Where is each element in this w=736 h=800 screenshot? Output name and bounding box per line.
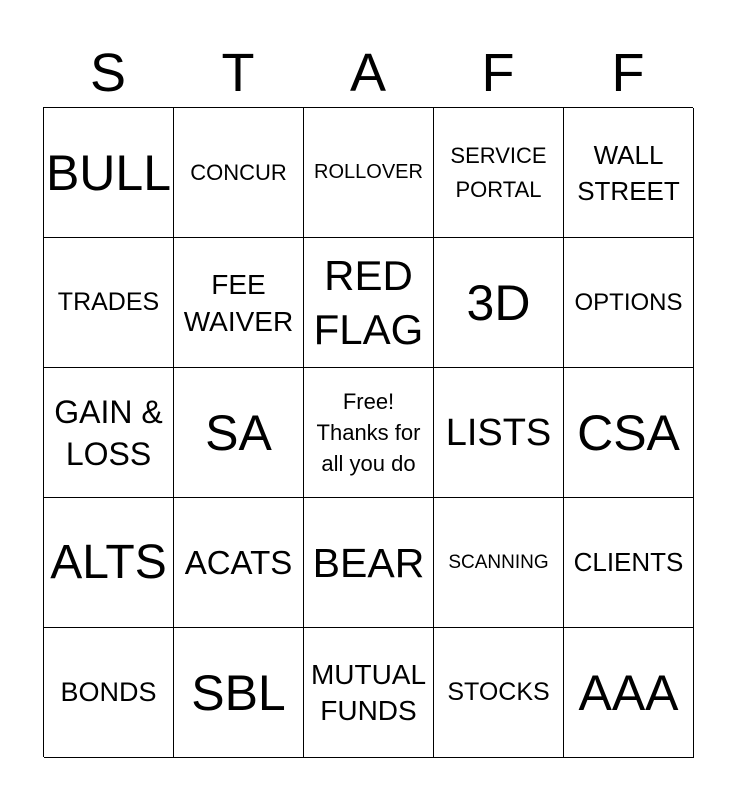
cell-label: GAIN & LOSS: [54, 393, 163, 472]
bingo-cell-clients[interactable]: [564, 498, 694, 628]
cell-label: LISTS: [445, 411, 552, 454]
bingo-cell-free[interactable]: [304, 368, 434, 498]
bingo-cell-sbl[interactable]: [174, 628, 304, 758]
header-letter-t: T: [221, 43, 255, 103]
bingo-cell-sa[interactable]: [174, 368, 304, 498]
cell-label: RED FLAG: [313, 251, 424, 353]
bingo-cell-acats[interactable]: [174, 498, 304, 628]
bingo-cell-options[interactable]: [564, 238, 694, 368]
cell-label: FEE WAIVER: [183, 268, 294, 337]
bingo-cell-csa[interactable]: [564, 368, 694, 498]
bingo-cell-lists[interactable]: [434, 368, 564, 498]
bingo-cell-3d[interactable]: [434, 238, 564, 368]
cell-label: MUTUAL FUNDS: [310, 658, 427, 726]
bingo-cell-aaa[interactable]: [564, 628, 694, 758]
cell-label: TRADES: [57, 288, 160, 316]
bingo-cell-service-portal[interactable]: [434, 108, 564, 238]
bingo-board: [43, 107, 693, 757]
cell-label: SERVICE PORTAL: [450, 142, 547, 202]
cell-label: BULL: [45, 144, 172, 201]
bingo-cell-stocks[interactable]: [434, 628, 564, 758]
bingo-cell-concur[interactable]: [174, 108, 304, 238]
bingo-cell-alts[interactable]: [44, 498, 174, 628]
cell-label: SCANNING: [448, 552, 549, 573]
bingo-cell-trades[interactable]: [44, 238, 174, 368]
cell-label: CSA: [577, 404, 680, 461]
cell-label: AAA: [578, 664, 679, 721]
cell-label: WALL STREET: [577, 139, 680, 206]
header-letter-f1: F: [481, 43, 515, 103]
bingo-cell-bull[interactable]: [44, 108, 174, 238]
free-space-label: Free! Thanks for all you do: [316, 389, 421, 476]
cell-label: 3D: [466, 274, 531, 331]
cell-label: STOCKS: [447, 678, 550, 706]
cell-label: ACATS: [184, 544, 293, 581]
bingo-cell-rollover[interactable]: [304, 108, 434, 238]
bingo-cell-scanning[interactable]: [434, 498, 564, 628]
cell-label: CLIENTS: [573, 547, 684, 577]
bingo-cell-bear[interactable]: [304, 498, 434, 628]
header-letter-f2: F: [611, 43, 645, 103]
bingo-cell-fee-waiver[interactable]: [174, 238, 304, 368]
cell-label: BONDS: [60, 677, 157, 707]
cell-label: OPTIONS: [574, 289, 683, 316]
bingo-cell-wall-street[interactable]: [564, 108, 694, 238]
cell-label: SBL: [191, 664, 286, 721]
bingo-cell-mutual-funds[interactable]: [304, 628, 434, 758]
cell-label: CONCUR: [190, 160, 287, 185]
cell-label: SA: [205, 404, 272, 461]
bingo-cell-red-flag[interactable]: [304, 238, 434, 368]
cell-label: ALTS: [50, 535, 167, 589]
header-letter-a: A: [349, 43, 387, 103]
bingo-header: [43, 42, 693, 104]
bingo-cell-bonds[interactable]: [44, 628, 174, 758]
header-letter-s: S: [89, 43, 127, 103]
bingo-cell-gain-loss[interactable]: [44, 368, 174, 498]
cell-label: ROLLOVER: [314, 161, 423, 183]
cell-label: BEAR: [312, 539, 425, 586]
